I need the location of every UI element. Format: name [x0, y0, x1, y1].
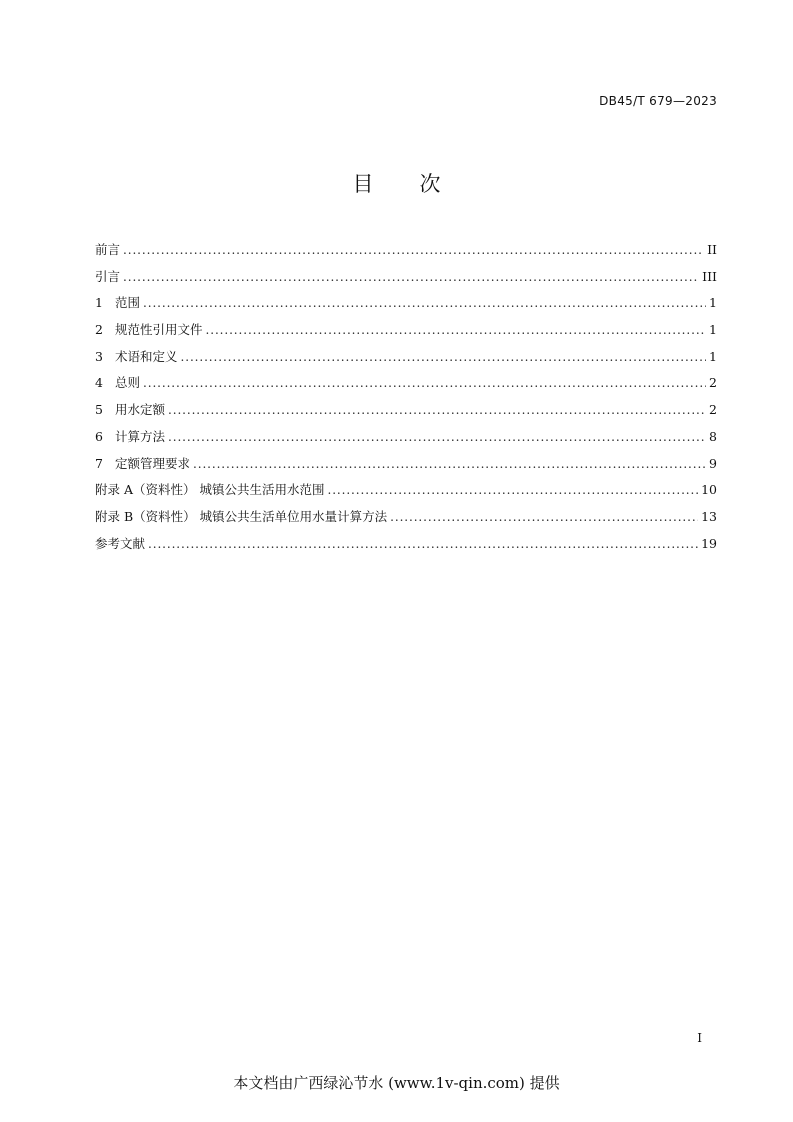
toc-entry-label: 规范性引用文件: [115, 322, 203, 338]
toc-entry-calculation-method[interactable]: [95, 427, 717, 454]
toc-dot-leader: [181, 347, 707, 367]
toc-entry-page: 19: [701, 535, 717, 551]
toc-entry-terms-definitions[interactable]: [95, 347, 717, 374]
toc-dot-leader: [168, 427, 706, 447]
toc-dot-leader: [193, 454, 706, 474]
toc-title: 目次: [352, 172, 487, 196]
toc-entry-label: 前言: [95, 242, 121, 257]
toc-dot-leader: [123, 267, 699, 287]
toc-entry-water-quota[interactable]: [95, 400, 717, 427]
toc-entry-number: 1: [95, 295, 103, 311]
toc-entry-page: 10: [701, 482, 717, 498]
toc-entry-normative-references[interactable]: [95, 320, 717, 347]
toc-entry-quota-management[interactable]: [95, 454, 717, 481]
toc-entry-introduction[interactable]: [95, 267, 717, 294]
toc-dot-leader: [123, 240, 704, 260]
toc-entry-appendix-a[interactable]: [95, 480, 717, 507]
toc-entry-page: III: [702, 268, 717, 284]
toc-entry-page: 1: [709, 322, 717, 338]
table-of-contents: [95, 240, 717, 560]
toc-entry-appendix-b[interactable]: [95, 507, 717, 534]
toc-entry-page: 2: [709, 402, 717, 418]
toc-entry-general[interactable]: [95, 373, 717, 400]
toc-entry-label: 总则: [115, 375, 141, 391]
toc-entry-label: 参考文献: [95, 535, 146, 551]
provider-note: 本文档由广西绿沁节水 (www.1v-qin.com) 提供: [233, 1074, 560, 1092]
toc-entry-label: 附录 A（资料性） 城镇公共生活用水范围: [95, 482, 325, 498]
toc-entry-page: 1: [709, 295, 717, 311]
toc-entry-page: 13: [701, 508, 717, 524]
toc-dot-leader: [206, 320, 707, 340]
toc-entry-number: 3: [95, 348, 103, 364]
toc-dot-leader: [148, 534, 698, 554]
toc-entry-label: 用水定额: [115, 402, 166, 418]
toc-entry-label: 术语和定义: [115, 348, 178, 364]
toc-entry-label: 范围: [115, 295, 141, 311]
toc-dot-leader: [143, 373, 706, 393]
toc-entry-number: 7: [95, 455, 103, 471]
toc-entry-label: 计算方法: [115, 428, 166, 444]
toc-entry-page: II: [707, 242, 717, 257]
toc-entry-page: 1: [709, 348, 717, 364]
toc-entry-label: 定额管理要求: [115, 455, 191, 471]
toc-entry-number: 6: [95, 428, 103, 444]
toc-entry-number: 5: [95, 402, 103, 418]
standard-number: DB45/T 679—2023: [599, 94, 717, 108]
page-number: I: [697, 1031, 702, 1045]
toc-entry-page: 8: [709, 428, 717, 444]
toc-dot-leader: [143, 293, 706, 313]
toc-entry-number: 2: [95, 322, 103, 338]
toc-entry-bibliography[interactable]: [95, 534, 717, 561]
toc-dot-leader: [327, 480, 698, 500]
toc-entry-label: 附录 B（资料性） 城镇公共生活单位用水量计算方法: [95, 508, 388, 524]
toc-entry-foreword[interactable]: [95, 240, 717, 267]
toc-entry-number: 4: [95, 375, 103, 391]
toc-entry-page: 2: [709, 375, 717, 391]
toc-dot-leader: [168, 400, 706, 420]
toc-entry-scope[interactable]: [95, 293, 717, 320]
toc-entry-label: 引言: [95, 268, 121, 284]
toc-dot-leader: [390, 507, 698, 527]
toc-entry-page: 9: [709, 455, 717, 471]
